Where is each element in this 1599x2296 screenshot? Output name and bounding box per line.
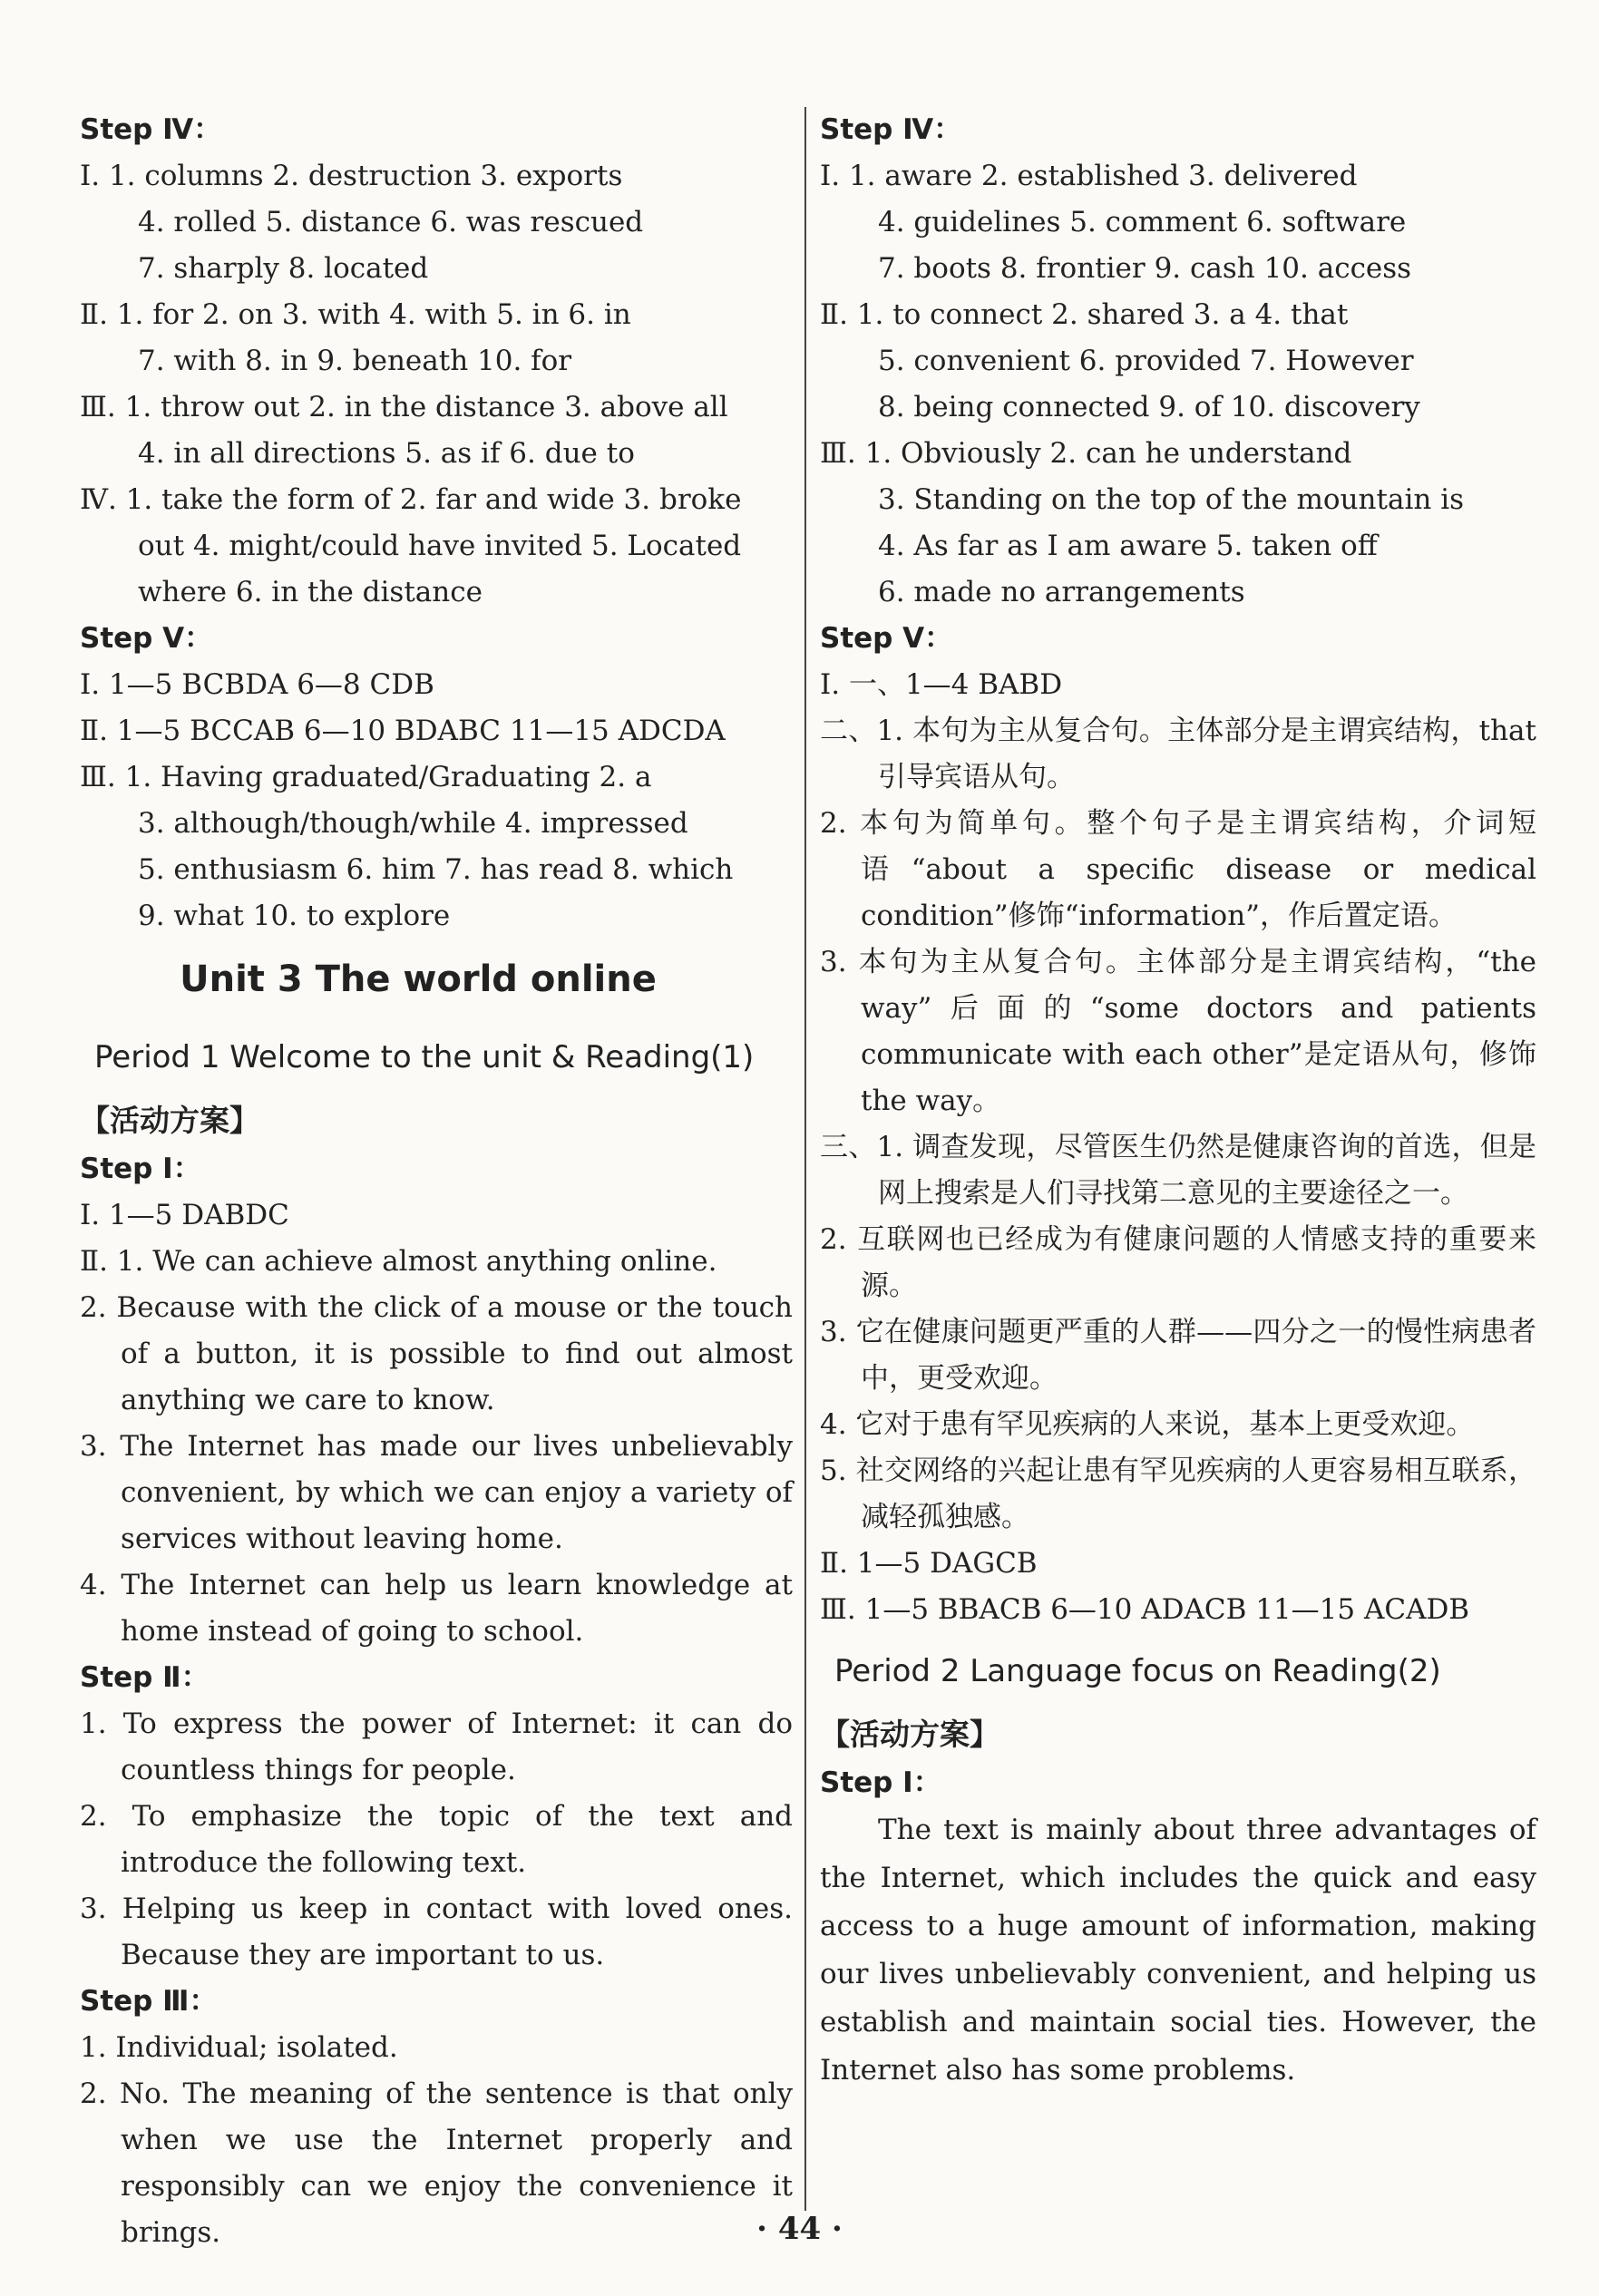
translation-item: 5. 社交网络的兴起让患有罕见疾病的人更容易相互联系，减轻孤独感。	[820, 1454, 1536, 1533]
period-title: Period 2 Language focus on Reading(2)	[834, 1653, 1441, 1689]
answer-line: 5. convenient 6. provided 7. However	[878, 345, 1414, 377]
answer-line: Ⅱ. 1. for 2. on 3. with 4. with 5. in 6. in	[80, 298, 631, 331]
answer-line: 4. guidelines 5. comment 6. software	[878, 206, 1407, 238]
answer-line: Ⅰ. 1. aware 2. established 3. delivered	[820, 160, 1358, 192]
answer-item: 4. The Internet can help us learn knowledge at home instead of going to school.	[80, 1569, 793, 1648]
period-title: Period 1 Welcome to the unit & Reading(1)	[94, 1039, 755, 1075]
answer-line: Ⅰ. 1. columns 2. destruction 3. exports	[80, 160, 623, 192]
unit-title: Unit 3 The world online	[180, 958, 657, 1000]
analysis-item: 2. 本句为简单句。整个句子是主谓宾结构，介词短语“about a specific disease or medical condition”修饰“information”，作后置定语。	[820, 807, 1536, 932]
answer-item: 2. Because with the click of a mouse or the touch of a button, it is possible to find out almost anything we care to know.	[80, 1291, 793, 1416]
answer-line: 8. being connected 9. of 10. discovery	[878, 391, 1420, 423]
answer-item: 3. The Internet has made our lives unbelievably convenient, by which we can enjoy a variety of services without leaving home.	[80, 1430, 793, 1555]
answer-line: 9. what 10. to explore	[138, 900, 451, 932]
summary-paragraph: The text is mainly about three advantages of the Internet, which includes the quick and easy access to a huge amount of information, making our lives unbelievably convenient, and helping us establish and maintain social ties. However, the Internet also has some problems.	[820, 1814, 1536, 2087]
answer-line: Ⅰ. 1—5 DABDC	[80, 1199, 289, 1231]
answer-line: Ⅱ. 1—5 DAGCB	[820, 1547, 1038, 1580]
activity-heading: 【活动方案】	[80, 1103, 259, 1138]
answer-line: Ⅱ. 1. We can achieve almost anything online.	[80, 1245, 717, 1278]
answer-line: 3. Standing on the top of the mountain is	[878, 483, 1465, 516]
step-heading: Step Ⅱ：	[80, 1661, 210, 1694]
answer-line: out 4. might/could have invited 5. Located	[138, 530, 742, 562]
step-heading: Step Ⅰ：	[80, 1153, 201, 1185]
column-divider	[804, 107, 806, 2211]
translation-item: 2. 互联网也已经成为有健康问题的人情感支持的重要来源。	[820, 1223, 1536, 1302]
right-column	[820, 107, 1536, 2095]
analysis-item: 二、1. 本句为主从复合句。主体部分是主谓宾结构，that 引导宾语从句。	[820, 715, 1536, 793]
answer-line: 7. with 8. in 9. beneath 10. for	[138, 345, 572, 377]
answer-line: 3. although/though/while 4. impressed	[138, 807, 688, 840]
activity-heading: 【活动方案】	[820, 1717, 999, 1752]
step-heading: Step Ⅳ：	[80, 113, 222, 146]
answer-line: 1. Individual; isolated.	[80, 2031, 398, 2064]
step-heading: Step Ⅴ：	[820, 622, 953, 655]
answer-line: Ⅲ. 1—5 BBACB 6—10 ADACB 11—15 ACADB	[820, 1593, 1470, 1626]
answer-line: 4. in all directions 5. as if 6. due to	[138, 437, 635, 470]
translation-item: 三、1. 调查发现，尽管医生仍然是健康咨询的首选，但是网上搜索是人们寻找第二意见的主要途径之一。	[820, 1131, 1536, 1210]
answer-line: Ⅱ. 1—5 BCCAB 6—10 BDABC 11—15 ADCDA	[80, 715, 726, 747]
answer-line: Ⅲ. 1. throw out 2. in the distance 3. above all	[80, 391, 728, 423]
translation-item: 4. 它对于患有罕见疾病的人来说，基本上更受欢迎。	[820, 1408, 1475, 1441]
answer-item: 2. No. The meaning of the sentence is that only when we use the Internet properly and responsibly can we enjoy the convenience it brings.	[80, 2077, 793, 2249]
answer-item: 2. To emphasize the topic of the text and introduce the following text.	[80, 1800, 793, 1879]
step-heading: Step Ⅴ：	[80, 622, 213, 655]
analysis-item: 3. 本句为主从复合句。主体部分是主谓宾结构，“the way”后面的“some doctors and patients communicate with each other”是定语从句，修饰 the way。	[820, 946, 1536, 1117]
answer-line: 4. rolled 5. distance 6. was rescued	[138, 206, 644, 238]
answer-line: Ⅲ. 1. Having graduated/Graduating 2. a	[80, 761, 652, 793]
answer-item: 1. To express the power of Internet: it can do countless things for people.	[80, 1707, 793, 1786]
page-number: · 44 ·	[756, 2211, 843, 2247]
step-heading: Step Ⅳ：	[820, 113, 962, 146]
answer-line: 6. made no arrangements	[878, 576, 1245, 608]
answer-line: Ⅰ. 一、1—4 BABD	[820, 668, 1063, 701]
answer-line: Ⅰ. 1—5 BCBDA 6—8 CDB	[80, 668, 434, 701]
answer-line: 7. sharply 8. located	[138, 252, 429, 285]
answer-line: 7. boots 8. frontier 9. cash 10. access	[878, 252, 1412, 285]
left-column	[80, 107, 793, 2256]
answer-line: where 6. in the distance	[138, 576, 483, 608]
translation-item: 3. 它在健康问题更严重的人群——四分之一的慢性病患者中，更受欢迎。	[820, 1316, 1536, 1395]
answer-line: Ⅲ. 1. Obviously 2. can he understand	[820, 437, 1352, 470]
answer-line: 4. As far as I am aware 5. taken off	[878, 530, 1378, 562]
answer-line: Ⅳ. 1. take the form of 2. far and wide 3. broke	[80, 483, 742, 516]
step-heading: Step Ⅰ：	[820, 1766, 941, 1799]
answer-line: 5. enthusiasm 6. him 7. has read 8. which	[138, 853, 734, 886]
answer-item: 3. Helping us keep in contact with loved ones. Because they are important to us.	[80, 1892, 793, 1971]
answer-line: Ⅱ. 1. to connect 2. shared 3. a 4. that	[820, 298, 1349, 331]
step-heading: Step Ⅲ：	[80, 1985, 218, 2018]
